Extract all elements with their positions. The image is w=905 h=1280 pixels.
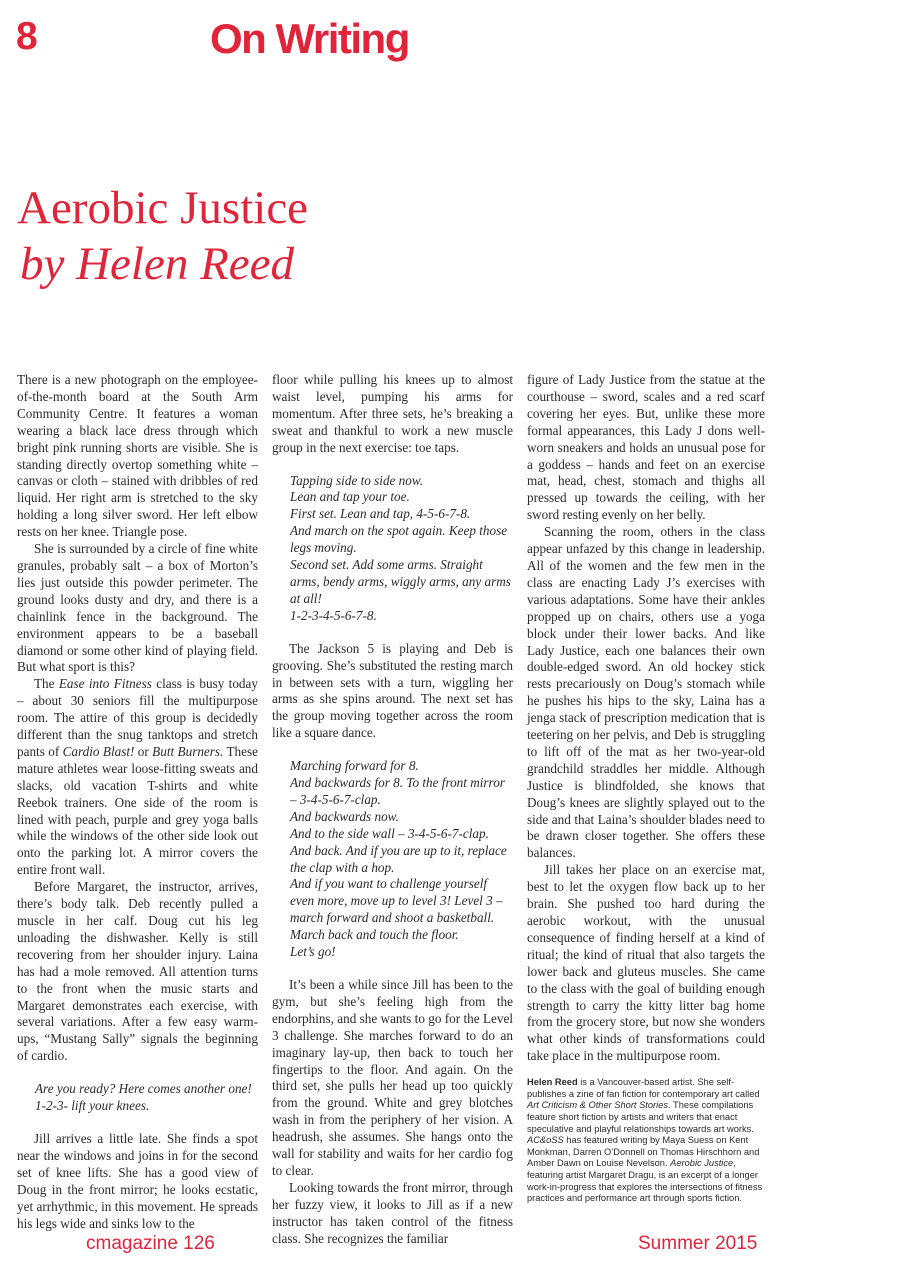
paragraph: Jill takes her place on an exercise mat, best to let the oxygen flow back up to her brain. She pushed too hard during the aerobic workout, with the unusual consequence of finding herself at a kind of ritual; the kind of ritual that also targets the lower back and gluteus muscles. She came to the class with the goal of building enough strength to carry the kitty litter bag home from the grocery store, but now she wonders what other kinds of transformations could take place in the multipurpose room. [527,862,765,1064]
verse-line: Tapping side to side now. [290,472,423,488]
text-run: or [134,743,153,759]
article-byline: by Helen Reed [20,238,295,290]
verse-line: And march on the spot again. Keep those legs moving. [290,523,508,556]
text-run: has featured writing by Maya Suess on Kent Monkman, Darren O’Donnell on Thomas Hirschhorn and Amber Dawn on Louise Nevelson. [527,1135,760,1169]
verse-line: 1-2-3-4-5-6-7-8. [290,607,377,623]
verse-line: Marching forward for 8. [290,758,419,774]
text-column-2 [272,372,513,1248]
paragraph: It’s been a while since Jill has been to the gym, but she’s feeling high from the endorphins, and she wants to go for the Level 3 challenge. She marches forward to do an imaginary lay-up, then back to touch her fingertips to the floor. And again. On the third set, she pulls her head up too quickly from the ground. White and grey blotches wash in from the periphery of her vision. A headrush, she assumes. She hangs onto the wall for stability and waits for her cardio fog to clear. [272,977,513,1178]
class-name-butt-burners: Butt Burners. [152,743,224,759]
class-name-cardio-blast: Cardio Blast! [62,743,135,759]
article-heading [17,180,308,292]
paragraph: There is a new photograph on the employee-of-the-month board at the South Arm Community Centre. It features a woman wearing a black lace dress through which bright pink running shorts are visible. She is standing directly overtop something white – canvas or cloth – stained with dribbles of red liquid. Her right arm is stretched to the sky holding a long silver sword. Her left elbow rests on her knee. Triangle pose. [17,372,258,540]
verse-line: First set. Lean and tap, 4-5-6-7-8. [290,506,471,522]
text-run: The [34,676,59,692]
paragraph: Scanning the room, others in the class appear unfazed by this change in leadership. All of the women and the few men in the class are enacting Lady J’s exercises with various adaptations. Some have their ankles propped up on chairs, others use a yoga block under their lower backs. And like Lady Justice, each one balances their own double-edged sword. An old hockey stick rests precariously on Doug’s stomach while he pushes his hips to the sky, Laina has a jenga stack of prescription medication that is teetering on her pelvis, and Deb is struggling to lift off of the mat as her two-year-old grandchild straddles her middle. Although Justice is blindfolded, she knows that Doug’s knees are slightly splayed out to the side and that Laina’s shoulder blades need to be drawn closer together. She offers these balances. [527,524,765,861]
text-run: These mature athletes wear loose-fitting sweats and slacks, old vacation T-shirts and white Reebok trainers. One side of the room is lined with peach, purple and grey yoga balls while the windows of the other side look out onto the parking lot. A mirror covers the entire front wall. [17,743,258,878]
verse-line: 1-2-3- lift your knees. [35,1098,150,1114]
verse-line: Are you ready? Here comes another one! [35,1081,252,1097]
text-run: , featuring artist Margaret Dragu, is an excerpt of a longer work-in-progress that explores the intersections of fitness practices and performance art through sports fiction. [527,1158,763,1204]
page-number: 8 [16,15,37,58]
instructor-verse [272,473,513,625]
text-column-3 [527,372,765,1205]
verse-line: And back. And if you are up to it, replace the clap with a hop. [290,842,507,875]
paragraph: floor while pulling his knees up to almost waist level, pumping his arms for momentum. After three sets, he’s breaking a sweat and thankful to work a new muscle group in the next exercise: toe taps. [272,372,513,455]
paragraph: Jill arrives a little late. She finds a spot near the windows and joins in for the second set of knee lifts. She has a good view of Doug in the front mirror; he looks ecstatic, yet arrhythmic, in this movement. He spreads his legs wide and sinks low to the [17,1130,258,1231]
work-title: Aerobic Justice [670,1158,734,1169]
verse-line: And to the side wall – 3-4-5-6-7-clap. [290,825,489,841]
article-title: Aerobic Justice [17,182,309,234]
paragraph: The Jackson 5 is playing and Deb is grooving. She’s substituted the resting march in between sets with a turn, wiggling her arms as she spins around. The next set has the group moving together across the room like a square dance. [272,640,513,741]
footer-issue-date: Summer 2015 [638,1233,758,1254]
zine-abbrev: AC&oSS [527,1135,564,1146]
author-bio [527,1077,765,1205]
verse-line: Let’s go! [290,944,336,960]
section-title: On Writing [210,15,409,62]
paragraph: figure of Lady Justice from the statue at the courthouse – sword, scales and a red scarf covering her eyes. But, unlike these more formal appearances, this Lady J dons well-worn sneakers and holds an unusual pose for a goddess – hands and feet on an exercise mat, head, chest, stomach and thighs all pressed up towards the ceiling, with her sword resting evenly on her belly. [527,372,765,523]
verse-line: And if you want to challenge yourself even more, move up to level 3! Level 3 – march forward and shoot a basketball. March back and touch the floor. [290,876,503,943]
author-name: Helen Reed [527,1077,578,1088]
paragraph: She is surrounded by a circle of fine white granules, probably salt – a box of Morton’s lies just outside this powder perimeter. The ground looks dusty and dry, and there is a chainlink fence in the background. The environment appears to be a baseball diamond or some other kind of playing field. But what sport is this? [17,541,258,675]
instructor-verse [272,758,513,961]
instructor-verse [17,1081,258,1115]
text-run: is a Vancouver-based artist. She self-publishes a zine of fan fiction for contemporary art called [527,1077,760,1099]
zine-title: Art Criticism & Other Short Stories [527,1100,669,1111]
text-run: class is busy today – about 30 seniors fill the multipurpose room. The attire of this group is decidedly different than the snug tanktops and stretch pants of [17,676,258,759]
class-name-ease-into-fitness: Ease into Fitness [58,676,152,692]
paragraph: Looking towards the front mirror, through her fuzzy view, it looks to Jill as if a new instructor has taken control of the fitness class. She recognizes the familiar [272,1179,513,1246]
verse-line: Lean and tap your toe. [290,489,410,505]
text-run: . These compilations feature short fiction by artists and writers that enact speculative and playful relationships towards art works. [527,1100,754,1134]
verse-line: Second set. Add some arms. Straight arms, bendy arms, wiggly arms, any arms at all! [290,557,511,606]
paragraph [17,676,258,879]
text-column-1 [17,372,258,1232]
verse-line: And backwards now. [290,808,399,824]
footer-publication: cmagazine 126 [86,1233,215,1254]
paragraph: Before Margaret, the instructor, arrives, there’s body talk. Deb recently pulled a muscle in her calf. Doug cut his leg unloading the dishwasher. Kelly is still recovering from her shoulder injury. Laina has had a mole removed. All attention turns to the front when the music starts and Margaret demonstrates each exercise, with several variations. After a few easy warm-ups, “Mustang Sally” signals the beginning of cardio. [17,879,258,1064]
verse-line: And backwards for 8. To the front mirror – 3-4-5-6-7-clap. [290,775,505,807]
